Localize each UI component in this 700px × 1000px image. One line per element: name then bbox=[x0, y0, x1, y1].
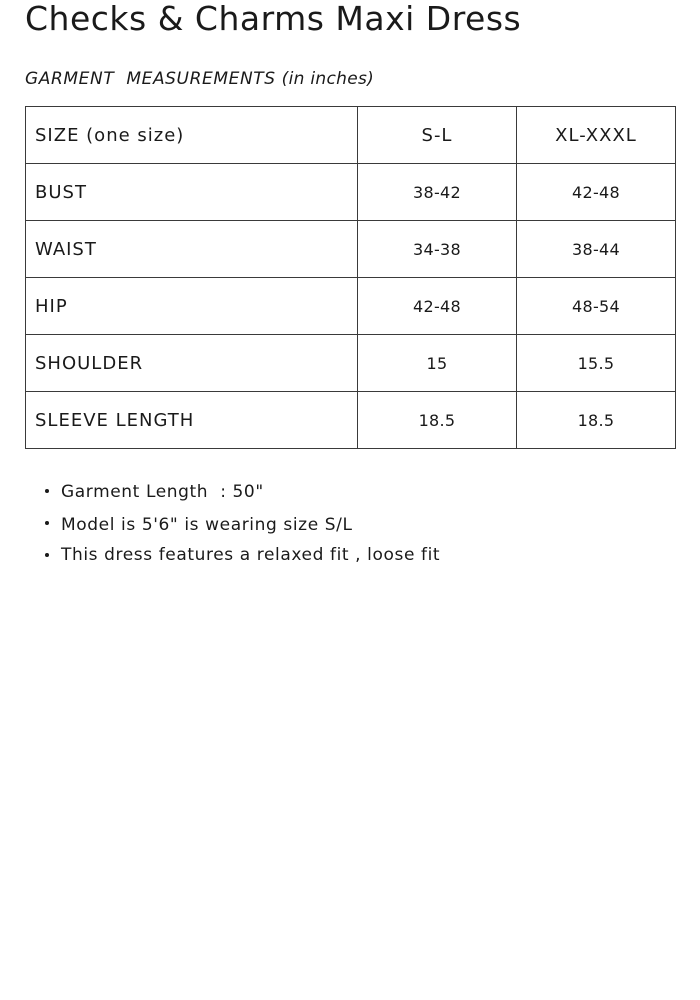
measurements-heading-main: GARMENT MEASUREMENTS bbox=[25, 69, 282, 89]
row-label: SLEEVE LENGTH bbox=[26, 392, 358, 449]
list-item: Model is 5'6" is wearing size S/L bbox=[61, 510, 681, 542]
row-value-xl-xxxl: 48-54 bbox=[517, 278, 676, 335]
size-header-xl-xxxl: XL-XXXL bbox=[517, 107, 676, 164]
row-value-xl-xxxl: 38-44 bbox=[517, 221, 676, 278]
row-value-s-l: 34-38 bbox=[358, 221, 517, 278]
row-value-xl-xxxl: 18.5 bbox=[517, 392, 676, 449]
row-label: BUST bbox=[26, 164, 358, 221]
row-value-xl-xxxl: 15.5 bbox=[517, 335, 676, 392]
table-row bbox=[26, 221, 676, 278]
size-header-label: SIZE (one size) bbox=[26, 107, 358, 164]
list-item: This dress features a relaxed fit , loose fit bbox=[61, 542, 681, 572]
row-value-s-l: 18.5 bbox=[358, 392, 517, 449]
table-header-row bbox=[26, 107, 676, 164]
list-item: Garment Length : 50" bbox=[61, 478, 681, 510]
row-label: HIP bbox=[26, 278, 358, 335]
row-label: WAIST bbox=[26, 221, 358, 278]
table-row bbox=[26, 335, 676, 392]
measurements-unit: (in inches) bbox=[281, 69, 375, 89]
row-label: SHOULDER bbox=[26, 335, 358, 392]
size-chart-table bbox=[25, 106, 676, 449]
table-row bbox=[26, 164, 676, 221]
table-row bbox=[26, 278, 676, 335]
measurements-heading bbox=[25, 67, 374, 91]
row-value-s-l: 38-42 bbox=[358, 164, 517, 221]
page-title: Checks & Charms Maxi Dress bbox=[25, 0, 522, 38]
row-value-xl-xxxl: 42-48 bbox=[517, 164, 676, 221]
size-header-s-l: S-L bbox=[358, 107, 517, 164]
table-row bbox=[26, 392, 676, 449]
row-value-s-l: 15 bbox=[358, 335, 517, 392]
fit-notes-list bbox=[25, 478, 681, 572]
row-value-s-l: 42-48 bbox=[358, 278, 517, 335]
